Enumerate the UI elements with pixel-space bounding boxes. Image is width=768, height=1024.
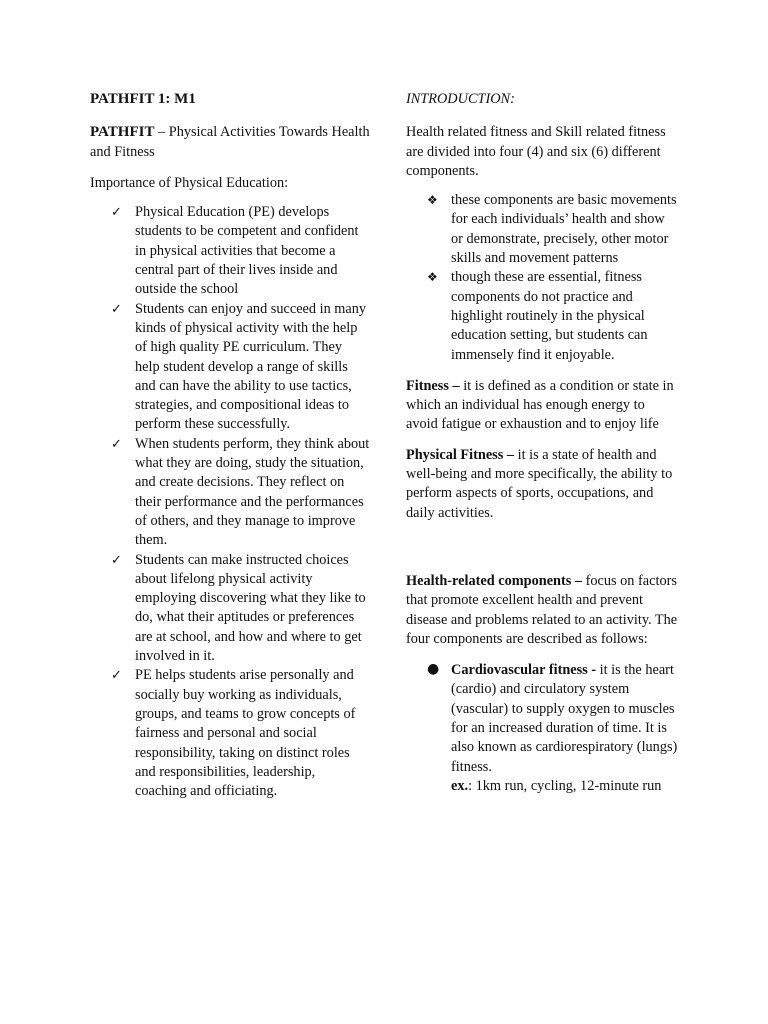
components-list [406, 661, 680, 796]
list-item [90, 203, 370, 299]
four-diamond-icon: ❖ [427, 270, 438, 285]
health-components-term: Health-related components – [406, 572, 583, 589]
importance-list [90, 203, 370, 801]
list-item-text: Students can enjoy and succeed in many kinds of physical activity with the help of high quality PE curriculum. They help student develop a range of skills and can have the ability to use tactics, strategies, and compositional ideas to perform these successfully. [135, 300, 367, 433]
importance-heading: Importance of Physical Education: [90, 174, 289, 191]
introduction-list [406, 191, 680, 365]
health-components-definition [406, 572, 680, 649]
list-item [90, 300, 370, 435]
list-item [90, 666, 370, 801]
physical-fitness-definition [406, 446, 680, 523]
right-column [406, 90, 680, 796]
example-text: : 1km run, cycling, 12-minute run [468, 777, 662, 794]
introduction-heading: INTRODUCTION: [406, 91, 515, 107]
list-item [406, 268, 680, 364]
fitness-meaning: it is defined as a condition or state in which an individual has enough energy to avoid fatigue or exhaustion and to enjoy life [406, 377, 674, 433]
checkmark-icon: ✓ [111, 205, 122, 221]
list-item [406, 191, 680, 268]
list-item-text: though these are essential, fitness components do not practice and highlight routinely in the physical education setting, but students can immensely find it enjoyable. [451, 269, 648, 363]
pathfit-term: PATHFIT [90, 124, 155, 141]
list-item-text: PE helps students arise personally and socially buy working as individuals, groups, and teams to grow concepts of fairness and personal and social responsibility, taking on distinct roles and responsibilities, leadership, coaching and officiating. [135, 667, 356, 800]
pathfit-meaning: – Physical Activities Towards Health and Fitness [90, 124, 370, 160]
physical-fitness-meaning: it is a state of health and well-being and more specifically, the ability to perform aspects of sports, occupations, and daily activities. [406, 446, 673, 521]
checkmark-icon: ✓ [111, 552, 122, 568]
health-components-meaning: focus on factors that promote excellent health and prevent disease and problems related to an activity. The four components are described as follows: [406, 572, 678, 647]
bullet-icon: ● [427, 661, 440, 678]
fitness-term: Fitness – [406, 377, 460, 394]
fitness-definition [406, 377, 680, 435]
list-item-text: Students can make instructed choices about lifelong physical activity employing discovering what they like to do, what their aptitudes or preferences are at school, and how and where to get involved in it. [135, 551, 366, 665]
list-item-text: these components are basic movements for each individuals’ health and show or demonstrate, precisely, other motor skills and movement patterns [451, 192, 677, 267]
list-item [406, 661, 680, 796]
spacer [406, 534, 680, 572]
introduction-text: Health related fitness and Skill related fitness are divided into four (4) and six (6) different components. [406, 124, 666, 179]
example-label: ex. [451, 777, 469, 794]
list-item-text: Physical Education (PE) develops students to be competent and confident in physical activities that become a central part of their lives inside and outside the school [135, 204, 359, 298]
cardio-meaning: it is the heart (cardio) and circulatory system (vascular) to supply oxygen to muscles for an increased duration of time. It is also known as cardiorespiratory (lungs) fitness. [451, 662, 678, 775]
pathfit-definition [90, 123, 370, 162]
physical-fitness-term: Physical Fitness – [406, 446, 515, 463]
left-column [90, 90, 370, 801]
cardio-term: Cardiovascular fitness - [451, 662, 597, 679]
list-item-text: When students perform, they think about what they are doing, study the situation, and create decisions. They reflect on their performance and the performances of others, and they manage to improve them. [135, 435, 370, 549]
checkmark-icon: ✓ [111, 668, 122, 684]
list-item [90, 551, 370, 667]
list-item [90, 435, 370, 551]
checkmark-icon: ✓ [111, 436, 122, 452]
four-diamond-icon: ❖ [427, 193, 438, 208]
page-title: PATHFIT 1: M1 [90, 91, 196, 107]
checkmark-icon: ✓ [111, 301, 122, 317]
